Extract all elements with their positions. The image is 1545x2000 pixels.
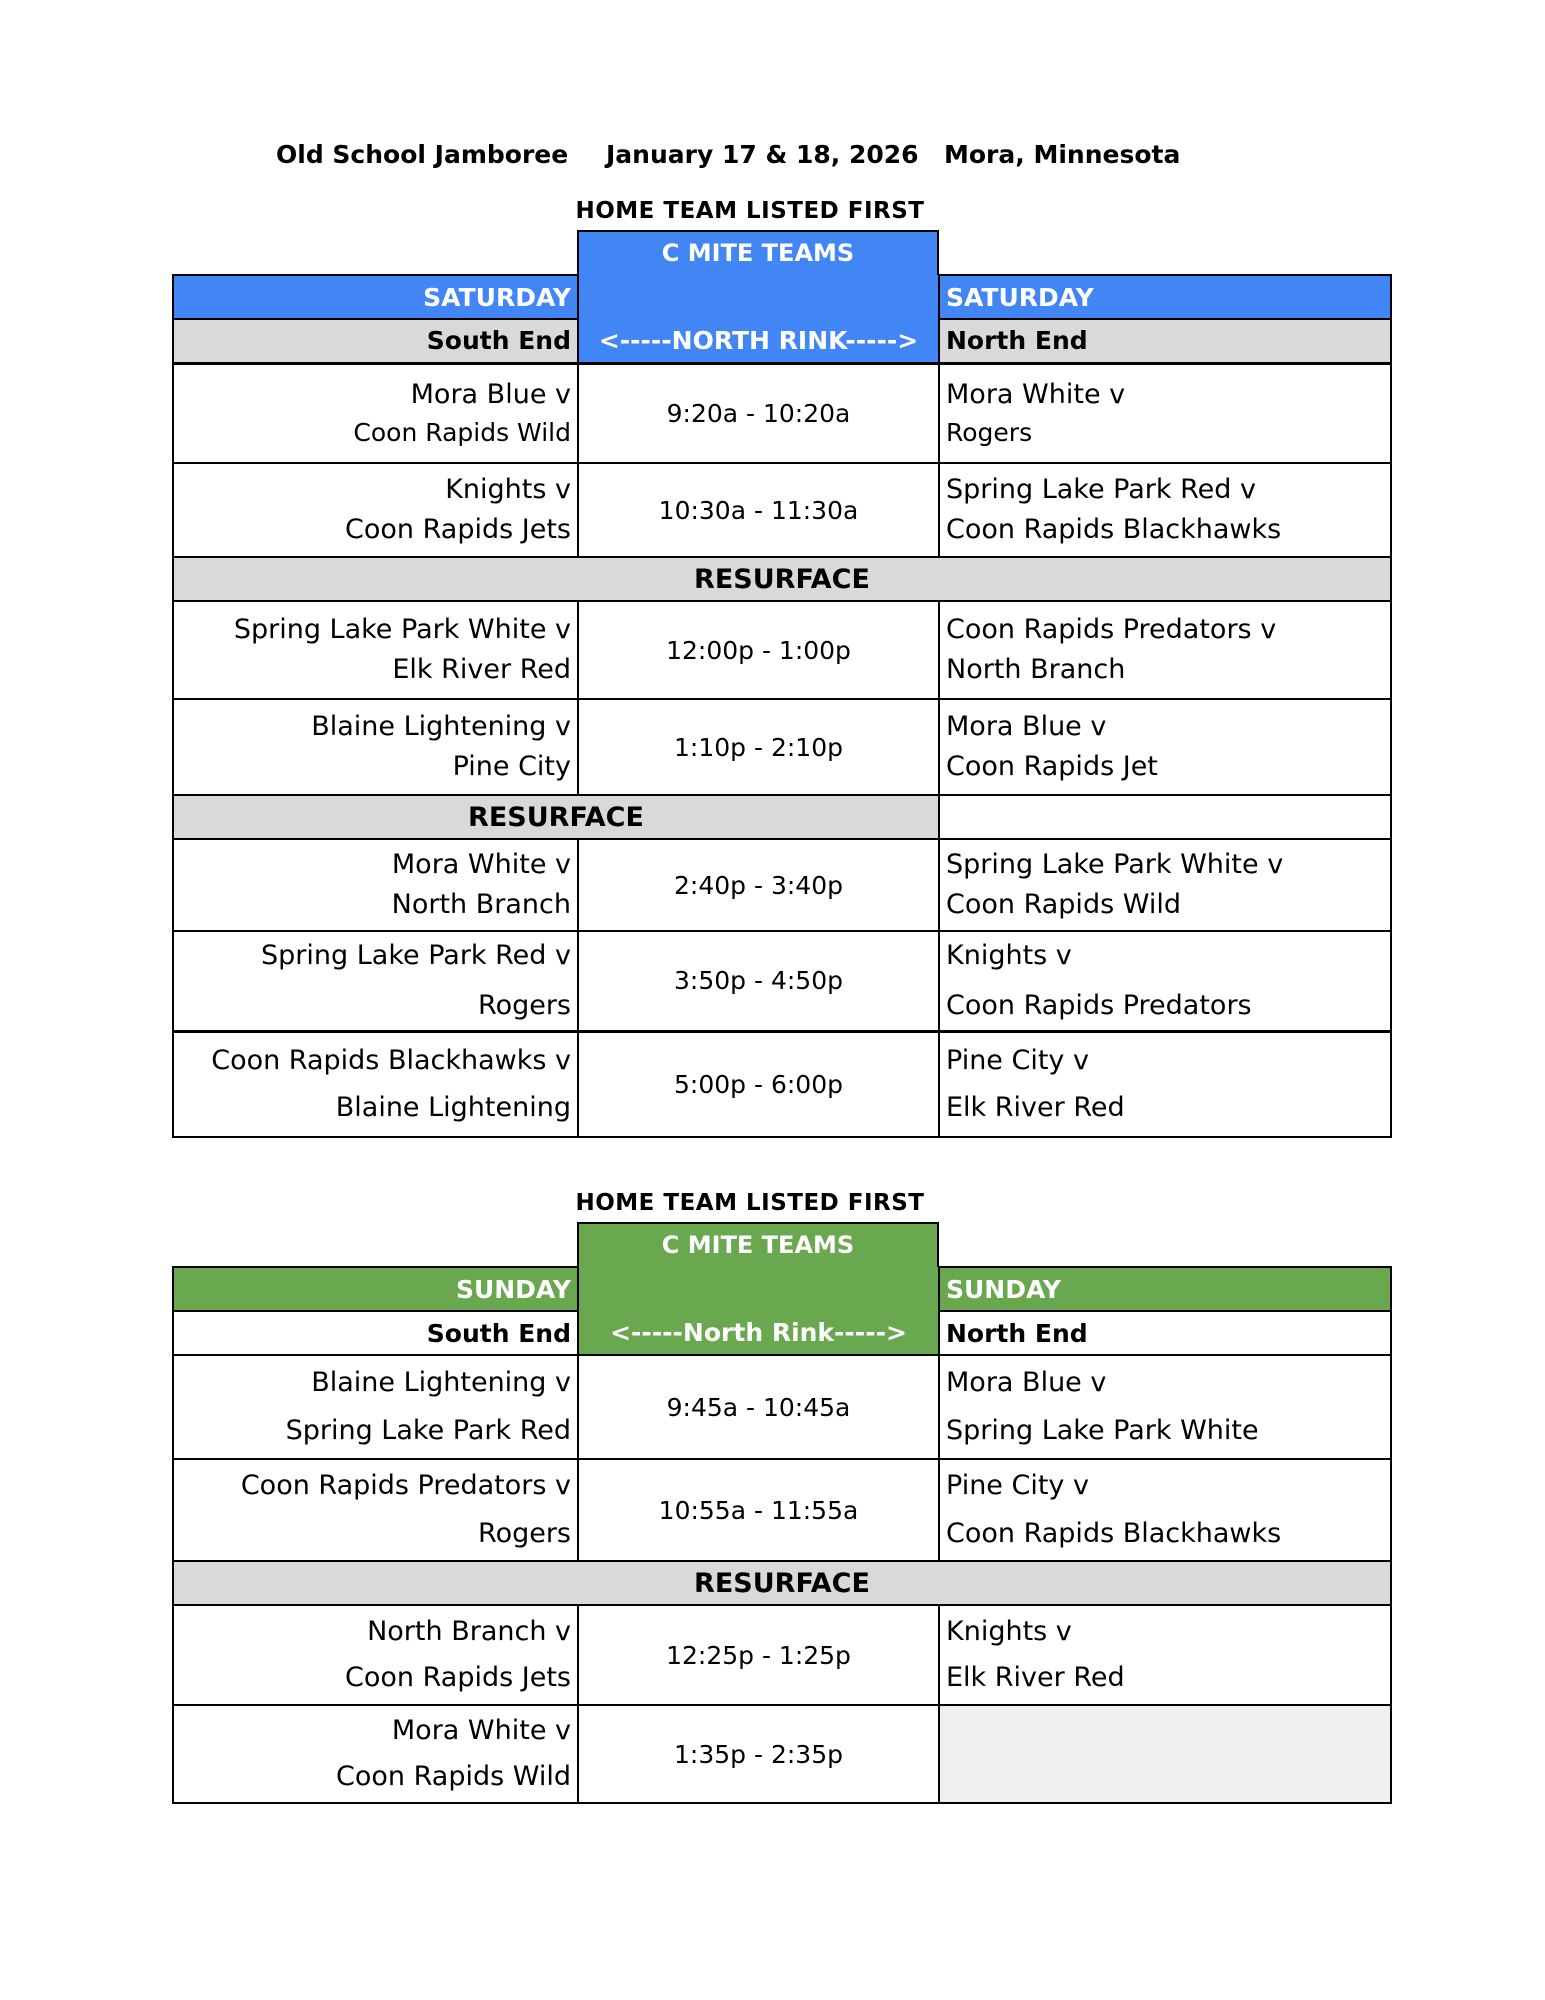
- home-team-line1: North Branch v: [367, 1616, 571, 1648]
- table-row: [173, 601, 1391, 699]
- saturday-day-row: [173, 275, 1391, 319]
- away-team-cell: [939, 1031, 1391, 1137]
- game-time: 1:35p - 2:35p: [578, 1705, 939, 1803]
- away-team-cell: [939, 463, 1391, 557]
- sunday-left-day: SUNDAY: [173, 1267, 578, 1311]
- resurface-label: RESURFACE: [173, 795, 939, 839]
- game-time: 10:55a - 11:55a: [578, 1459, 939, 1561]
- game-time: 5:00p - 6:00p: [578, 1031, 939, 1137]
- away-team-line2: Spring Lake Park White: [946, 1415, 1259, 1446]
- home-team-line1: Mora Blue v: [410, 378, 571, 410]
- saturday-end-row: [173, 319, 1391, 363]
- home-team-line2: Elk River Red: [392, 654, 571, 685]
- home-team-line1: Coon Rapids Predators v: [240, 1470, 571, 1502]
- sunday-end-row: [173, 1311, 1391, 1355]
- game-time: 2:40p - 3:40p: [578, 839, 939, 931]
- away-team-line2: Coon Rapids Blackhawks: [946, 1518, 1282, 1549]
- table-row: [173, 1031, 1391, 1137]
- saturday-schedule-table: [172, 274, 1392, 1138]
- table-row: [173, 1459, 1391, 1561]
- game-time: 9:20a - 10:20a: [578, 363, 939, 463]
- away-team-cell: [939, 1459, 1391, 1561]
- home-team-cell: [173, 699, 578, 795]
- away-team-line1: Spring Lake Park Red v: [946, 474, 1256, 506]
- home-team-cell: [173, 839, 578, 931]
- game-time: 3:50p - 4:50p: [578, 931, 939, 1031]
- away-team-cell: [939, 699, 1391, 795]
- away-team-line1: Pine City v: [946, 1470, 1089, 1502]
- home-team-line1: Spring Lake Park Red v: [261, 940, 571, 972]
- away-team-cell: [939, 839, 1391, 931]
- event-location: Mora, Minnesota: [944, 140, 1181, 169]
- away-team-line2: Coon Rapids Wild: [946, 889, 1181, 920]
- home-team-line2: Coon Rapids Wild: [353, 418, 571, 448]
- sunday-left-end: South End: [173, 1311, 578, 1355]
- sunday-right-end: North End: [939, 1311, 1391, 1355]
- home-team-cell: [173, 463, 578, 557]
- game-time: 9:45a - 10:45a: [578, 1355, 939, 1459]
- away-team-cell: [939, 931, 1391, 1031]
- resurface-label: RESURFACE: [173, 1561, 1391, 1605]
- home-team-line2: Pine City: [452, 751, 571, 782]
- home-team-cell: [173, 601, 578, 699]
- home-team-cell: [173, 1605, 578, 1705]
- empty-cell: [939, 795, 1391, 839]
- away-team-cell: [939, 363, 1391, 463]
- sunday-center-day-cell: [578, 1267, 939, 1311]
- away-team-cell: [939, 1605, 1391, 1705]
- game-time: 12:25p - 1:25p: [578, 1605, 939, 1705]
- home-team-line1: Spring Lake Park White v: [233, 614, 571, 646]
- away-team-line2: Coon Rapids Blackhawks: [946, 514, 1282, 545]
- saturday-center-day-cell: [578, 275, 939, 319]
- home-team-cell: [173, 931, 578, 1031]
- home-team-line1: Blaine Lightening v: [311, 1367, 571, 1399]
- away-team-line1: Knights v: [946, 1616, 1072, 1648]
- saturday-center-end: <-----NORTH RINK----->: [578, 319, 939, 363]
- away-team-line2: North Branch: [946, 654, 1126, 685]
- game-time: 1:10p - 2:10p: [578, 699, 939, 795]
- away-team-cell: [939, 1355, 1391, 1459]
- home-team-line2: Coon Rapids Jets: [345, 514, 571, 545]
- game-time: 12:00p - 1:00p: [578, 601, 939, 699]
- home-team-cell: [173, 1459, 578, 1561]
- home-team-line2: North Branch: [391, 889, 571, 920]
- event-dates: January 17 & 18, 2026: [606, 140, 919, 169]
- saturday-left-day: SATURDAY: [173, 275, 578, 319]
- empty-cell: [939, 1705, 1391, 1803]
- game-time: 10:30a - 11:30a: [578, 463, 939, 557]
- table-row: [173, 1605, 1391, 1705]
- away-team-line1: Pine City v: [946, 1044, 1089, 1076]
- away-team-line1: Mora Blue v: [946, 711, 1107, 743]
- saturday-left-end: South End: [173, 319, 578, 363]
- resurface-label: RESURFACE: [173, 557, 1391, 601]
- saturday-right-day: SATURDAY: [939, 275, 1391, 319]
- home-team-line1: Blaine Lightening v: [311, 711, 571, 743]
- away-team-line2: Elk River Red: [946, 1662, 1125, 1693]
- away-team-cell: [939, 601, 1391, 699]
- saturday-home-team-note: HOME TEAM LISTED FIRST: [575, 198, 925, 224]
- home-team-line1: Mora White v: [391, 1715, 571, 1747]
- home-team-line2: Spring Lake Park Red: [285, 1415, 571, 1446]
- away-team-line1: Mora White v: [946, 378, 1126, 410]
- away-team-line1: Mora Blue v: [946, 1367, 1107, 1399]
- resurface-row: [173, 557, 1391, 601]
- sunday-home-team-note: HOME TEAM LISTED FIRST: [575, 1190, 925, 1216]
- sunday-right-day: SUNDAY: [939, 1267, 1391, 1311]
- home-team-cell: [173, 1031, 578, 1137]
- event-title: Old School Jamboree: [276, 140, 569, 169]
- home-team-line2: Blaine Lightening: [335, 1092, 571, 1124]
- away-team-line1: Coon Rapids Predators v: [946, 614, 1277, 646]
- table-row: [173, 839, 1391, 931]
- away-team-line1: Spring Lake Park White v: [946, 849, 1284, 881]
- home-team-line1: Coon Rapids Blackhawks v: [211, 1044, 571, 1076]
- saturday-right-end: North End: [939, 319, 1391, 363]
- away-team-line2: Coon Rapids Jet: [946, 751, 1158, 782]
- title-row: [0, 140, 1545, 176]
- away-team-line1: Knights v: [946, 940, 1072, 972]
- table-row: [173, 363, 1391, 463]
- sunday-schedule-table: [172, 1266, 1392, 1804]
- home-team-line1: Knights v: [445, 474, 571, 506]
- saturday-center-line1: C MITE TEAMS: [661, 239, 855, 267]
- table-row: [173, 931, 1391, 1031]
- away-team-line2: Rogers: [946, 418, 1033, 448]
- table-row: [173, 1355, 1391, 1459]
- home-team-line2: Rogers: [478, 1518, 571, 1549]
- home-team-cell: [173, 363, 578, 463]
- table-row: [173, 699, 1391, 795]
- home-team-line2: Coon Rapids Jets: [345, 1662, 571, 1693]
- resurface-row: [173, 795, 1391, 839]
- away-team-line2: Elk River Red: [946, 1092, 1125, 1124]
- table-row: [173, 1705, 1391, 1803]
- away-team-line2: Coon Rapids Predators: [946, 989, 1252, 1021]
- home-team-cell: [173, 1355, 578, 1459]
- home-team-line1: Mora White v: [391, 849, 571, 881]
- sunday-center-end: <-----North Rink----->: [578, 1311, 939, 1355]
- sunday-center-line1: C MITE TEAMS: [661, 1231, 855, 1259]
- table-row: [173, 463, 1391, 557]
- sunday-day-row: [173, 1267, 1391, 1311]
- resurface-row: [173, 1561, 1391, 1605]
- home-team-cell: [173, 1705, 578, 1803]
- home-team-line2: Coon Rapids Wild: [336, 1761, 571, 1792]
- home-team-line2: Rogers: [478, 989, 571, 1021]
